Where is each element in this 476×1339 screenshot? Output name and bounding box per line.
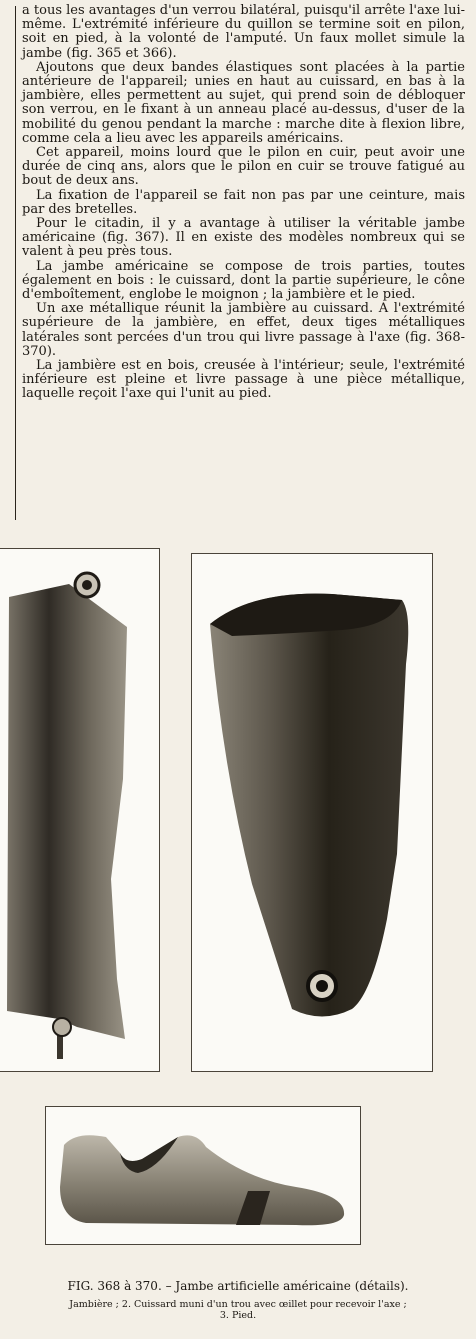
figure-caption-legend [0,1299,476,1321]
paragraph: Un axe métallique réunit la jambière au cuissard. A l'extrémité supérieure de la jambière, en effet, deux tiges métalliques latérales sont percées d'un trou qui livre passage à l'axe (fig. 368-370). [22,301,465,359]
paragraph: La jambe américaine se compose de trois parties, toutes également en bois : le cuissard, dont la partie supérieure, le cône d'emboîtement, englobe le moignon ; la jambière et le pied. [22,258,465,303]
figure-pied [45,1106,361,1245]
caption-legend-line: Jambière ; 2. Cuissard muni d'un trou avec œillet pour recevoir l'axe ; [69,1299,407,1310]
figure-jambiere [0,548,160,1072]
body-text [22,4,465,402]
paragraph: La jambière est en bois, creusée à l'intérieur; seule, l'extrémité inférieure est pleine et livre passage à une pièce métallique, laquelle reçoit l'axe qui l'unit au pied. [22,358,465,402]
margin-rule [15,6,16,520]
paragraph: a tous les avantages d'un verrou bilatéral, puisqu'il arrête l'axe lui-même. L'extrémité inférieure du quillon se termine soit en pilon, soit en pied, à la volonté de l'amputé. Un faux mollet simule la jambe (fig. 365 et 366). [22,3,465,61]
paragraph: La fixation de l'appareil se fait non pas par une ceinture, mais par des bretelles. [22,187,465,217]
caption-legend-line: 3. Pied. [219,1310,257,1321]
paragraph: Cet appareil, moins lourd que le pilon en cuir, peut avoir une durée de cinq ans, alors que le pilon en cuir se trouve fatigué au bout de deux ans. [22,145,465,189]
figure-caption-title: FIG. 368 à 370. – Jambe artificielle américaine (détails). [67,1279,409,1293]
figure-cuissard [191,553,433,1072]
paragraph: Ajoutons que deux bandes élastiques sont placées à la partie antérieure de l'appareil; unies en haut au cuissard, en bas à la jambière, elles permettent au sujet, qui prend soin de débloquer son verrou, en le fixant à un anneau placé au-dessus, d'user de la mobilité du genou pendant la marche : marche dite à flexion libre, comme cela a lieu avec les appareils américains. [22,59,465,146]
paragraph: Pour le citadin, il y a avantage à utiliser la véritable jambe américaine (fig. 367). Il en existe des modèles nombreux qui se valent à peu près tous. [22,216,465,260]
